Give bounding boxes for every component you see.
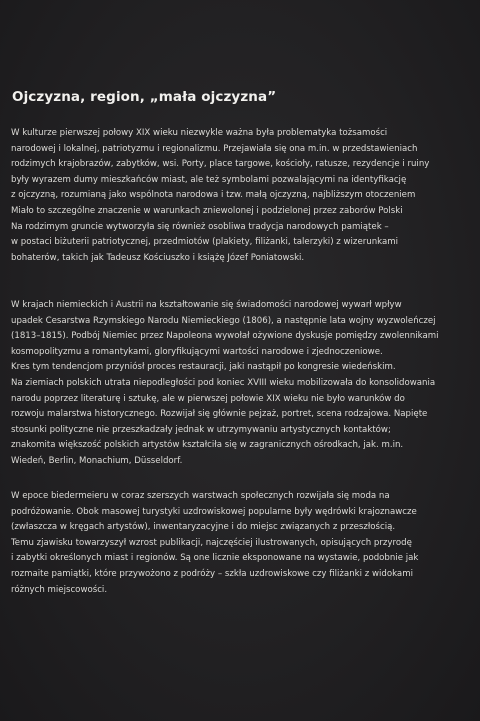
- text-line: narodu poprzez literaturę i sztukę, ale w pierwszej połowie XIX wieku nie było warunków do: [11, 393, 405, 404]
- text-line: (zwłaszcza w kręgach artystów), inwentaryzacyjne i do miejsc związanych z przeszłością.: [11, 522, 396, 533]
- text-line: bohaterów, takich jak Tadeusz Kościuszko i książę Józef Poniatowski.: [11, 252, 305, 263]
- paragraph-2: [11, 298, 473, 470]
- text-line: w postaci biżuterii patriotycznej, przedmiotów (plakiety, filiżanki, talerzyki) z wizerunkami: [11, 237, 399, 248]
- text-line: różnych miejscowości.: [11, 584, 108, 595]
- text-line: Kres tym tendencjom przyniósł proces restauracji, jaki nastąpił po kongresie wiedeńskim.: [11, 362, 396, 373]
- text-line: W krajach niemieckich i Austrii na kształtowanie się świadomości narodowej wywarł wpływ: [11, 300, 402, 310]
- text-line: rozwoju malarstwa historycznego. Rozwijał się głównie pejzaż, portret, scena rodzajowa. Napięte: [11, 409, 428, 420]
- text-line: Wiedeń, Berlin, Monachium, Düsseldorf.: [11, 455, 183, 466]
- text-line: Temu zjawisku towarzyszył wzrost publikacji, najczęściej ilustrowanych, opisujących przyrodę: [11, 537, 412, 548]
- text-line: podróżowanie. Obok masowej turystyki uzdrowiskowej popularne były wędrówki krajoznawcze: [11, 506, 417, 517]
- text-line: Na ziemiach polskich utrata niepodległości pod koniec XVIII wieku mobilizowała do konsolidowania: [11, 377, 436, 388]
- text-line: W epoce biedermeieru w coraz szerszych warstwach społecznych rozwijała się moda na: [11, 491, 390, 501]
- text-line: stosunki polityczne nie przeszkadzały jednak w utrzymywaniu artystycznych kontaktów;: [11, 424, 391, 435]
- paragraph-1: [11, 126, 473, 266]
- text-line: Miało to szczególne znaczenie w warunkach zniewolonej i podzielonej przez zaborów Polski: [11, 205, 403, 216]
- text-line: rozmaite pamiątki, które przywożono z podróży – szkła uzdrowiskowe czy filiżanki z widokami: [11, 568, 413, 579]
- text-line: były wyrazem dumy mieszkańców miast, ale też symbolami pozwalającymi na identyfikację: [11, 174, 407, 185]
- text-line: z ojczyzną, rozumianą jako wspólnota narodowa i tzw. małą ojczyzną, najbliższym otoczeniem: [11, 190, 416, 201]
- text-line: upadek Cesarstwa Rzymskiego Narodu Niemieckiego (1806), a następnie lata wojny wyzwoleńczej: [11, 315, 436, 326]
- text-line: (1813–1815). Podbój Niemiec przez Napoleona wywołał ożywione dyskusje pomiędzy zwolennikami: [11, 331, 439, 342]
- panel-title: Ojczyzna, region, „mała ojczyzna”: [12, 89, 277, 105]
- text-line: W kulturze pierwszej połowy XIX wieku niezwykle ważna była problematyka tożsamości: [11, 128, 388, 138]
- text-line: kosmopolityzmu a romantykami, gloryfikującymi wartości narodowe i zjednoczeniowe.: [11, 346, 383, 357]
- text-line: rodzimych krajobrazów, zabytków, wsi. Porty, place targowe, kościoły, ratusze, rezydencje i ruiny: [11, 159, 430, 170]
- text-line: narodowej i lokalnej, patriotyzmu i regionalizmu. Przejawiała się ona m.in. w przedstawieniach: [11, 143, 418, 154]
- text-line: i zabytki określonych miast i regionów. Są one licznie eksponowane na wystawie, podobnie jak: [11, 553, 419, 564]
- text-line: znakomita większość polskich artystów kształciła się w zagranicznych ośrodkach, jak. m.in.: [11, 440, 404, 451]
- text-line: Na rodzimym gruncie wytworzyła się również osobliwa tradycja narodowych pamiątek –: [11, 221, 389, 232]
- paragraph-3: [11, 489, 473, 598]
